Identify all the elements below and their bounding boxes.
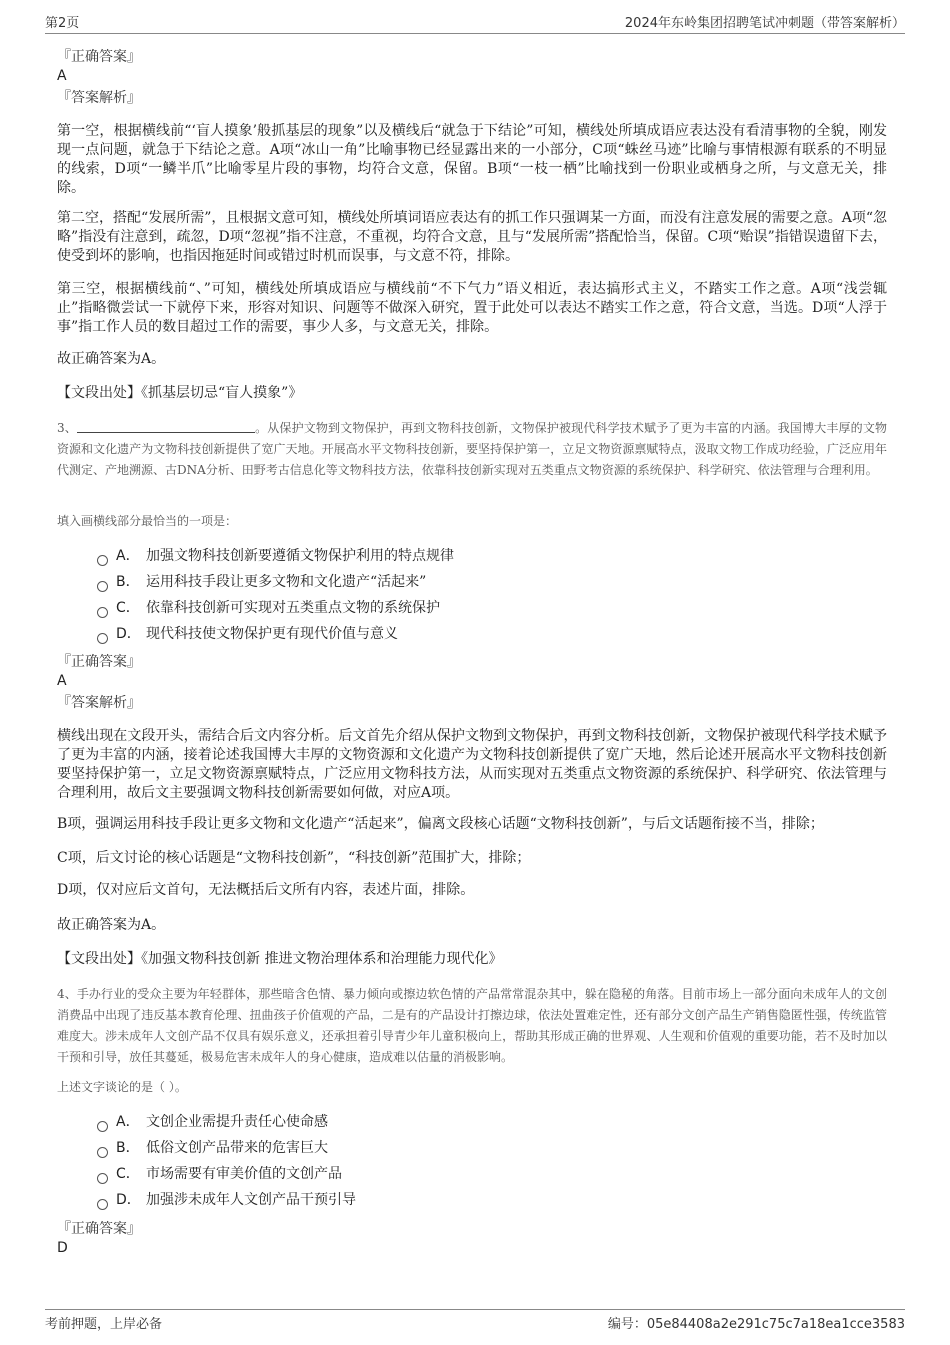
q3-prompt: 填入画横线部分最恰当的一项是： xyxy=(57,514,238,528)
page-number: 第2页 xyxy=(45,16,80,31)
radio-icon[interactable] xyxy=(97,581,108,592)
radio-icon[interactable] xyxy=(97,1173,108,1184)
q4-passage: 4、手办行业的受众主要为年轻群体，那些暗含色情、暴力倾向或擦边软色情的产品常常混杂其中，躲在隐秘的角落。目前市场上一部分面向未成年人的文创消费品中出现了违反基本教育伦理、扭曲孩子价值观的产品，二是有的产品设计打擦边球，依法处置难定性，还有部分文创产品生产销售隐匿性强，传统监管难度大。涉未成年人文创产品不仅具有娱乐意义，还承担着引导青少年儿童积极向上，帮助其形成正确的世界观、人生观和价值观的重要功能，若不及时加以干预和引导，放任其蔓延，极易危害未成年人的身心健康，造成难以估量的消极影响。 xyxy=(57,987,887,1064)
q4-option-c[interactable]: C． 市场需要有审美价值的文创产品 xyxy=(97,1164,877,1184)
q4-option-b[interactable]: B． 低俗文创产品带来的危害巨大 xyxy=(97,1138,877,1158)
q4-answer: D xyxy=(57,1240,68,1256)
header-divider xyxy=(45,33,905,34)
q3-number: 3、 xyxy=(57,421,77,435)
q3-option-d[interactable]: D． 现代科技使文物保护更有现代价值与意义 xyxy=(97,624,877,644)
document-title: 2024年东岭集团招聘笔试冲刺题（带答案解析） xyxy=(624,16,905,31)
radio-icon[interactable] xyxy=(97,1147,108,1158)
q2-analysis-p2: 第二空，搭配“发展所需”，且根据文意可知，横线处所填词语应表达有的抓工作只强调某一方面，而没有注意发展的需要之意。A项“忽略”指没有注意到，疏忽，D项“忽视”指不注意，不重视，均符合文意，且与“发展所需”搭配恰当，保留。C项“贻误”指错误遗留下去，使受到坏的影响，也指因拖延时间或错过时机而误事，与文意不符，排除。 xyxy=(57,210,887,264)
radio-icon[interactable] xyxy=(97,1199,108,1210)
q3-answer: A xyxy=(57,673,67,689)
q3-text: 。从保护文物到文物保护，再到文物科技创新，文物保护被现代科学技术赋予了更为丰富的内涵。我国博大丰厚的文物资源和文化遗产为文物科技创新提供了宽广天地。开展高水平文物科技创新，要坚持保护第一，立足文物资源禀赋特点，汲取文物工作成功经验，广泛应用年代测定、产地溯源、古DNA分析、田野考古信息化等文物科技方法，依靠科技创新实现对五类重点文物资源的系统保护、科学研究、依法管理与合理利用。 xyxy=(57,421,887,477)
q3-analysis-p1: 横线出现在文段开头，需结合后文内容分析。后文首先介绍从保护文物到文物保护，再到文物科技创新，文物保护被现代科学技术赋予了更为丰富的内涵，接着论述我国博大丰厚的文物资源和文化遗产为文物科技创新提供了宽广天地，然后论述开展高水平文物科技创新要坚持保护第一，立足文物资源禀赋特点，广泛应用文物科技方法，从而实现对五类重点文物资源的系统保护、科学研究、依法管理与合理利用，故后文主要强调文物科技创新需要如何做，对应A项。 xyxy=(57,728,887,801)
q3-analysis-p4: D项，仅对应后文首句，无法概括后文所有内容，表述片面，排除。 xyxy=(57,882,475,898)
q3-blank-line xyxy=(77,420,255,433)
q4-prompt: 上述文字谈论的是（ ）。 xyxy=(57,1080,187,1094)
q4-option-d[interactable]: D． 加强涉未成年人文创产品干预引导 xyxy=(97,1190,877,1210)
q2-answer: A xyxy=(57,68,67,84)
document-id-label: 编号： xyxy=(607,1317,647,1332)
q2-answer-label: 『正确答案』 xyxy=(57,49,141,65)
q4-answer-label: 『正确答案』 xyxy=(57,1221,141,1237)
document-id xyxy=(608,1313,905,1332)
radio-icon[interactable] xyxy=(97,607,108,618)
q2-analysis-p3: 第三空，根据横线前“、”可知，横线处所填成语应与横线前“不下气力”语义相近，表达搞形式主义，不踏实工作之意。A项“浅尝辄止”指略微尝试一下就停下来，形容对知识、问题等不做深入研究，置于此处可以表达不踏实工作之意，符合文意，当选。D项“人浮于事”指工作人员的数目超过工作的需要，事少人多，与文意无关，排除。 xyxy=(57,281,887,335)
q3-conclusion: 故正确答案为A。 xyxy=(57,917,166,933)
radio-icon[interactable] xyxy=(97,555,108,566)
q3-answer-label: 『正确答案』 xyxy=(57,654,141,670)
q3-analysis-label: 『答案解析』 xyxy=(57,695,141,711)
footer-slogan: 考前押题，上岸必备 xyxy=(45,1317,163,1332)
q2-conclusion: 故正确答案为A。 xyxy=(57,351,166,367)
q2-analysis-label: 『答案解析』 xyxy=(57,90,141,106)
q3-source: 【文段出处】《加强文物科技创新 推进文物治理体系和治理能力现代化》 xyxy=(57,951,503,967)
q2-analysis-p1: 第一空，根据横线前“‘盲人摸象’般抓基层的现象”以及横线后“就急于下结论”可知，横线处所填成语应表达没有看清事物的全貌，刚发现一点问题，就急于下结论之意。A项“冰山一角”比喻事物已经显露出来的一小部分，C项“蛛丝马迹”比喻与事情根源有联系的不明显的线索，D项“一鳞半爪”比喻零星片段的事物，均符合文意，保留。B项“一枝一栖”比喻找到一份职业或栖身之所，与文意无关，排除。 xyxy=(57,123,887,196)
q4-option-a[interactable]: A． 文创企业需提升责任心使命感 xyxy=(97,1112,877,1132)
q3-option-a[interactable]: A． 加强文物科技创新要遵循文物保护利用的特点规律 xyxy=(97,546,877,566)
footer-divider xyxy=(45,1309,905,1310)
document-id-code: 05e84408a2e291c75c7a18ea1cce3583 xyxy=(646,1317,905,1332)
q2-source: 【文段出处】《抓基层切忌“盲人摸象”》 xyxy=(57,385,303,401)
radio-icon[interactable] xyxy=(97,1121,108,1132)
q3-passage xyxy=(57,418,887,481)
q3-option-b[interactable]: B． 运用科技手段让更多文物和文化遗产“活起来” xyxy=(97,572,877,592)
page-header xyxy=(45,12,905,32)
q3-analysis-p2: B项，强调运用科技手段让更多文物和文化遗产“活起来”，偏离文段核心话题“文物科技创新”，与后文话题衔接不当，排除； xyxy=(57,816,824,832)
q3-option-c[interactable]: C． 依靠科技创新可实现对五类重点文物的系统保护 xyxy=(97,598,877,618)
q3-analysis-p3: C项，后文讨论的核心话题是“文物科技创新”，“科技创新”范围扩大，排除； xyxy=(57,850,531,866)
radio-icon[interactable] xyxy=(97,633,108,644)
